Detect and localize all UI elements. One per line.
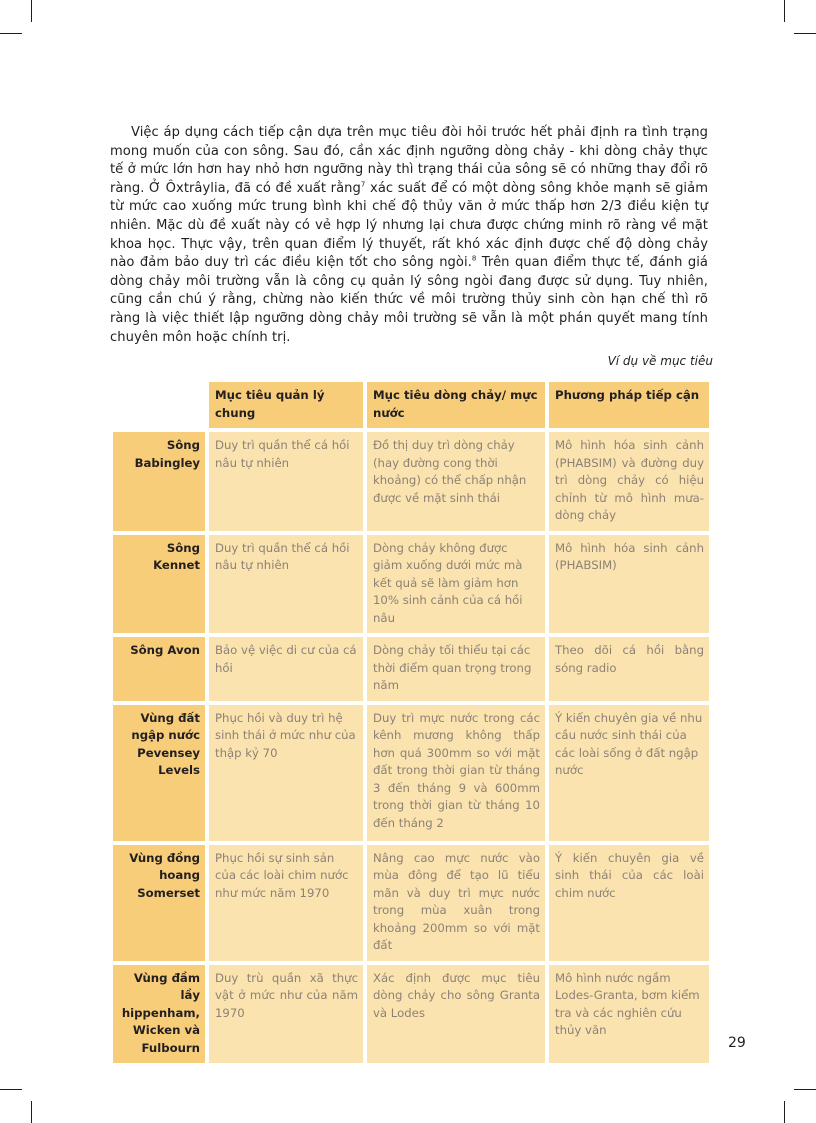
table-cell: Ý kiến chuyên gia về sinh thái của các loài chim nước [549,845,709,961]
table-caption: Ví dụ về mục tiêu [607,354,713,368]
table-header-row [113,382,709,428]
table-cell: Mô hình hóa sinh cảnh (PHABSIM) và đường duy trì dòng chảy có hiệu chỉnh từ mô hình mưa-dòng chảy [549,432,709,531]
corner-cell [113,382,205,428]
table-cell: Theo dõi cá hồi bằng sóng radio [549,637,709,701]
row-header: Vùng đầm lầy hippenham, Wicken và Fulbourn [113,965,205,1064]
header-cell: Mục tiêu dòng chảy/ mực nước [367,382,545,428]
paragraph-text: xác suất để có một dòng sông khỏe mạnh sẽ giảm từ mức cao xuống mức trung bình khi chế độ thủy văn ở mức thấp hơn 2/3 điều kiện tự nhiên. Mặc dù đề xuất này có vẻ hợp lý nhưng lại chưa được chứng minh rõ ràng về mặt khoa học. Thực vậy, trên quan điểm lý thuyết, rất khó xác định được chế độ dòng chảy nào đảm bảo duy trì các điều kiện tốt cho sông ngòi. [110,180,709,271]
table-cell: Đồ thị duy trì dòng chảy (hay đường cong thời khoảng) có thể chấp nhận được về mặt sinh thái [367,432,545,531]
table-cell: Phục hồi và duy trì hệ sinh thái ở mức như của thập kỷ 70 [209,705,363,841]
row-header: Sông Babingley [113,432,205,531]
table-row [113,965,709,1064]
table-cell: Xác định được mục tiêu dòng chảy cho sông Granta và Lodes [367,965,545,1064]
body-paragraph [110,124,708,347]
table-row [113,845,709,961]
row-header: Sông Avon [113,637,205,701]
table-cell: Dòng chảy tối thiểu tại các thời điểm quan trọng trong năm [367,637,545,701]
examples-table [109,378,713,1067]
row-header: Vùng đất ngập nước Pevensey Levels [113,705,205,841]
table-cell: Duy trì quần thể cá hồi nâu tự nhiên [209,432,363,531]
table-cell: Ý kiến chuyên gia về nhu cầu nước sinh thái của các loài sống ở đất ngập nước [549,705,709,841]
header-cell: Mục tiêu quản lý chung [209,382,363,428]
table-cell: Mô hình hóa sinh cảnh (PHABSIM) [549,535,709,634]
page-number: 29 [728,1035,746,1051]
crop-mark [794,33,816,34]
table-cell: Nâng cao mực nước vào mùa đông để tạo lũ tiểu mãn và duy trì mực nước trong mùa xuân trong khoảng 200mm so với mặt đất [367,845,545,961]
table-row [113,535,709,634]
table-cell: Duy trù quần xã thực vật ở mức như của năm 1970 [209,965,363,1064]
table-row [113,705,709,841]
row-header: Vùng đồng hoang Somerset [113,845,205,961]
row-header: Sông Kennet [113,535,205,634]
crop-mark [31,1101,32,1123]
table-row [113,637,709,701]
crop-mark [794,1089,816,1090]
crop-mark [0,33,22,34]
table-cell: Dòng chảy không được giảm xuống dưới mức mà kết quả sẽ làm giảm hơn 10% sinh cảnh của cá hồi nâu [367,535,545,634]
paragraph-text: Việc áp dụng cách tiếp cận dựa trên mục tiêu đòi hỏi trước hết phải định ra tình trạng mong muốn của con sông. Sau đó, cần xác định ngưỡng dòng chảy - khi dòng chảy thực tế ở mức lớn hơn hay nhỏ hơn ngưỡng này thì trạng thái của sông sẽ có những thay đổi rõ ràng. Ở Ôxtrâylia, đã có đề xuất rằng [110,125,708,196]
crop-mark [0,1089,22,1090]
crop-mark [784,0,785,22]
table-cell: Duy trì quần thể cá hồi nâu tự nhiên [209,535,363,634]
header-cell: Phương pháp tiếp cận [549,382,709,428]
table-cell: Bảo vệ việc di cư của cá hồi [209,637,363,701]
table-cell: Phục hồi sự sinh sản của các loài chim nước như mức năm 1970 [209,845,363,961]
paragraph-text: Trên quan điểm thực tế, đánh giá dòng chảy môi trường vẫn là công cụ quản lý sông ngòi đang được sử dụng. Tuy nhiên, cũng cần chú ý rằng, chừng nào kiến thức về môi trường thủy sinh còn hạn chế thì rõ ràng là việc thiết lập ngưỡng dòng chảy môi trường sẽ vẫn là một phán quyết mang tính chuyên môn hoặc chính trị. [110,255,709,345]
crop-mark [31,0,32,22]
footnote-ref[interactable]: 8 [471,254,477,263]
table-cell: Mô hình nước ngầm Lodes-Granta, bơm kiểm tra và các nghiên cứu thủy văn [549,965,709,1064]
crop-mark [784,1101,785,1123]
table-cell: Duy trì mực nước trong các kênh mương không thấp hơn quá 300mm so với mặt đất trong thời gian từ tháng 3 đến tháng 9 và 600mm trong thời gian từ tháng 10 đến tháng 2 [367,705,545,841]
footnote-ref[interactable]: 7 [360,180,366,189]
table-row [113,432,709,531]
